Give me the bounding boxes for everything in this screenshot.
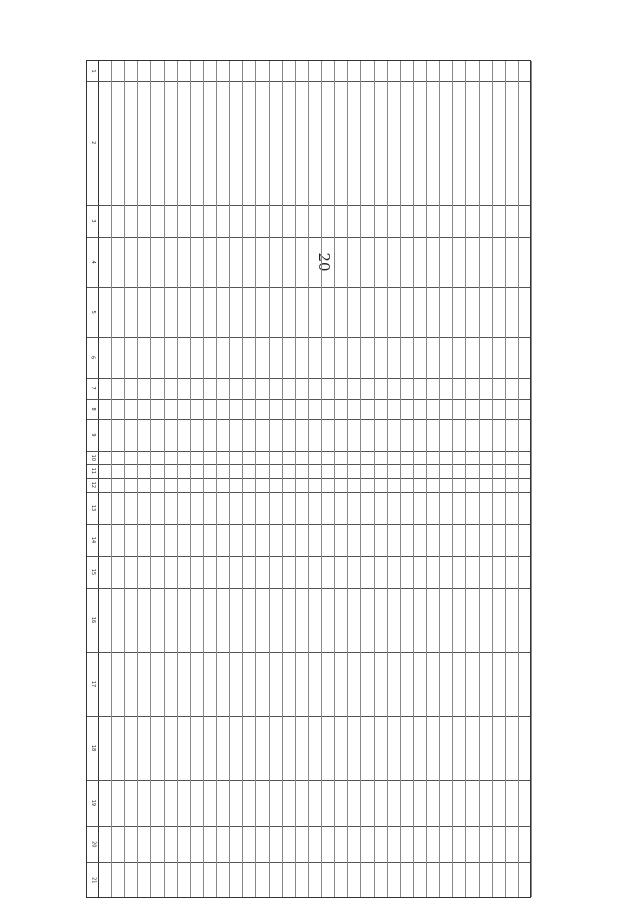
column-header: 17 bbox=[90, 680, 96, 688]
table-cell bbox=[505, 479, 519, 491]
table-cell bbox=[164, 465, 178, 477]
table-cell bbox=[124, 452, 138, 464]
column-header: 12 bbox=[90, 481, 96, 489]
table-cell bbox=[509, 502, 541, 514]
table-row bbox=[191, 61, 204, 897]
table-cell bbox=[282, 452, 296, 464]
table-cell bbox=[518, 465, 532, 477]
table-cell bbox=[216, 465, 230, 477]
table-row bbox=[493, 61, 506, 897]
table-cell bbox=[515, 65, 535, 77]
table-cell bbox=[256, 479, 270, 491]
table-cell bbox=[256, 452, 270, 464]
table-cell bbox=[492, 452, 506, 464]
table-cell bbox=[466, 452, 480, 464]
table-cell bbox=[295, 452, 309, 464]
table-cell bbox=[515, 382, 535, 394]
table-cell bbox=[229, 452, 243, 464]
table-cell bbox=[295, 465, 309, 477]
table-row bbox=[256, 61, 269, 897]
table-cell bbox=[98, 452, 112, 464]
table-row bbox=[361, 61, 374, 897]
table-cell bbox=[400, 452, 414, 464]
table-cell bbox=[426, 465, 440, 477]
table-row bbox=[466, 61, 479, 897]
table-cell bbox=[321, 452, 335, 464]
table-cell bbox=[426, 479, 440, 491]
table-cell bbox=[493, 614, 557, 626]
table-cell bbox=[269, 452, 283, 464]
table-row bbox=[519, 61, 532, 897]
table-cell bbox=[334, 452, 348, 464]
table-cell bbox=[177, 452, 191, 464]
column-header: 5 bbox=[90, 310, 96, 314]
table-cell bbox=[500, 306, 550, 318]
table-cell bbox=[374, 465, 388, 477]
table-cell bbox=[282, 465, 296, 477]
table-row bbox=[204, 61, 217, 897]
table-row bbox=[165, 61, 178, 897]
column-header: 2 bbox=[90, 141, 96, 145]
table-cell bbox=[493, 678, 557, 690]
table-cell bbox=[111, 465, 125, 477]
table-cell bbox=[500, 256, 550, 268]
table-cell bbox=[509, 215, 541, 227]
table-cell bbox=[347, 465, 361, 477]
column-header: 14 bbox=[90, 536, 97, 544]
table-cell bbox=[413, 479, 427, 491]
table-row bbox=[401, 61, 414, 897]
table-cell bbox=[229, 479, 243, 491]
table-cell bbox=[452, 465, 466, 477]
table-cell bbox=[492, 465, 506, 477]
column-header: 11 bbox=[90, 468, 96, 475]
column-header: 20 bbox=[90, 840, 96, 848]
column-header: 1 bbox=[90, 69, 96, 73]
table-cell bbox=[479, 479, 493, 491]
table-cell bbox=[203, 452, 217, 464]
table-cell bbox=[361, 479, 375, 491]
table-cell bbox=[151, 465, 165, 477]
table-cell bbox=[374, 479, 388, 491]
table-cell bbox=[387, 452, 401, 464]
table-cell bbox=[229, 465, 243, 477]
column-header: 9 bbox=[90, 433, 97, 437]
table-cell bbox=[243, 465, 257, 477]
table-cell bbox=[98, 465, 112, 477]
table-cell bbox=[216, 452, 230, 464]
table-row bbox=[309, 61, 322, 897]
table-cell bbox=[504, 352, 545, 364]
table-cell bbox=[515, 403, 535, 415]
table-cell bbox=[111, 452, 125, 464]
column-header: 18 bbox=[90, 744, 96, 752]
table-cell bbox=[413, 452, 427, 464]
table-cell bbox=[111, 479, 125, 491]
table-row bbox=[414, 61, 427, 897]
table-cell bbox=[256, 465, 270, 477]
table-cell bbox=[400, 465, 414, 477]
table-cell bbox=[177, 465, 191, 477]
table-cell bbox=[308, 465, 322, 477]
table-cell bbox=[190, 452, 204, 464]
table-cell bbox=[282, 479, 296, 491]
column-header: 21 bbox=[90, 877, 96, 884]
table-cell bbox=[151, 452, 165, 464]
table-cell bbox=[493, 742, 557, 754]
table-cell bbox=[124, 465, 138, 477]
table-row bbox=[99, 61, 112, 897]
column-header: 13 bbox=[90, 504, 97, 512]
table-cell bbox=[98, 479, 112, 491]
column-header: 19 bbox=[90, 799, 97, 807]
table-cell bbox=[509, 566, 541, 578]
table-cell bbox=[492, 479, 506, 491]
table-row bbox=[178, 61, 191, 897]
data-table bbox=[86, 60, 531, 898]
table-cell bbox=[439, 452, 453, 464]
table-cell bbox=[347, 479, 361, 491]
table-cell bbox=[203, 465, 217, 477]
table-cell bbox=[243, 479, 257, 491]
table-cell bbox=[361, 465, 375, 477]
table-cell bbox=[151, 479, 165, 491]
table-cell bbox=[509, 429, 541, 441]
table-cell bbox=[507, 838, 544, 850]
table-row bbox=[375, 61, 388, 897]
column-header: 4 bbox=[90, 260, 96, 264]
table-cell bbox=[164, 452, 178, 464]
table-cell bbox=[308, 452, 322, 464]
table-cell bbox=[334, 479, 348, 491]
table-cell bbox=[502, 797, 548, 809]
table-cell bbox=[387, 479, 401, 491]
table-cell bbox=[387, 465, 401, 477]
column-header: 6 bbox=[90, 356, 96, 360]
column-header: 10 bbox=[90, 454, 96, 461]
table-cell bbox=[439, 465, 453, 477]
table-cell bbox=[509, 534, 541, 546]
table-cell bbox=[124, 479, 138, 491]
table-cell bbox=[347, 452, 361, 464]
table-cell bbox=[463, 137, 587, 149]
table-cell bbox=[190, 479, 204, 491]
table-cell bbox=[269, 465, 283, 477]
table-cell bbox=[374, 452, 388, 464]
table-cell bbox=[400, 479, 414, 491]
table-cell bbox=[321, 479, 335, 491]
table-cell bbox=[518, 452, 532, 464]
table-cell bbox=[479, 465, 493, 477]
table-cell bbox=[466, 479, 480, 491]
table-cell bbox=[334, 465, 348, 477]
table-cell bbox=[505, 452, 519, 464]
table-row bbox=[270, 61, 283, 897]
page-number: 20 bbox=[315, 252, 333, 272]
table-cell bbox=[518, 479, 532, 491]
table-row bbox=[480, 61, 493, 897]
column-header: 3 bbox=[90, 219, 97, 223]
table-cell bbox=[452, 479, 466, 491]
table-cell bbox=[439, 479, 453, 491]
table-row bbox=[296, 61, 309, 897]
table-cell bbox=[426, 452, 440, 464]
table-cell bbox=[505, 465, 519, 477]
table-cell bbox=[190, 465, 204, 477]
table-cell bbox=[243, 452, 257, 464]
table-cell bbox=[308, 479, 322, 491]
table-cell bbox=[177, 479, 191, 491]
table-row bbox=[283, 61, 296, 897]
table-cell bbox=[413, 465, 427, 477]
table-cell bbox=[452, 452, 466, 464]
column-header: 7 bbox=[90, 386, 96, 391]
table-cell bbox=[269, 479, 283, 491]
table-cell bbox=[479, 452, 493, 464]
column-header: 8 bbox=[90, 407, 96, 411]
table-cell bbox=[361, 452, 375, 464]
table-cell bbox=[507, 875, 544, 887]
table-cell bbox=[321, 465, 335, 477]
column-header: 16 bbox=[90, 616, 96, 624]
table-row bbox=[427, 61, 440, 897]
table-row bbox=[322, 61, 335, 897]
table-cell bbox=[164, 479, 178, 491]
table-cell bbox=[295, 479, 309, 491]
table-row bbox=[151, 61, 164, 897]
table-row bbox=[388, 61, 401, 897]
column-header: 15 bbox=[90, 568, 97, 576]
table-row bbox=[506, 61, 519, 897]
table-cell bbox=[466, 465, 480, 477]
table-cell bbox=[203, 479, 217, 491]
table-cell bbox=[216, 479, 230, 491]
